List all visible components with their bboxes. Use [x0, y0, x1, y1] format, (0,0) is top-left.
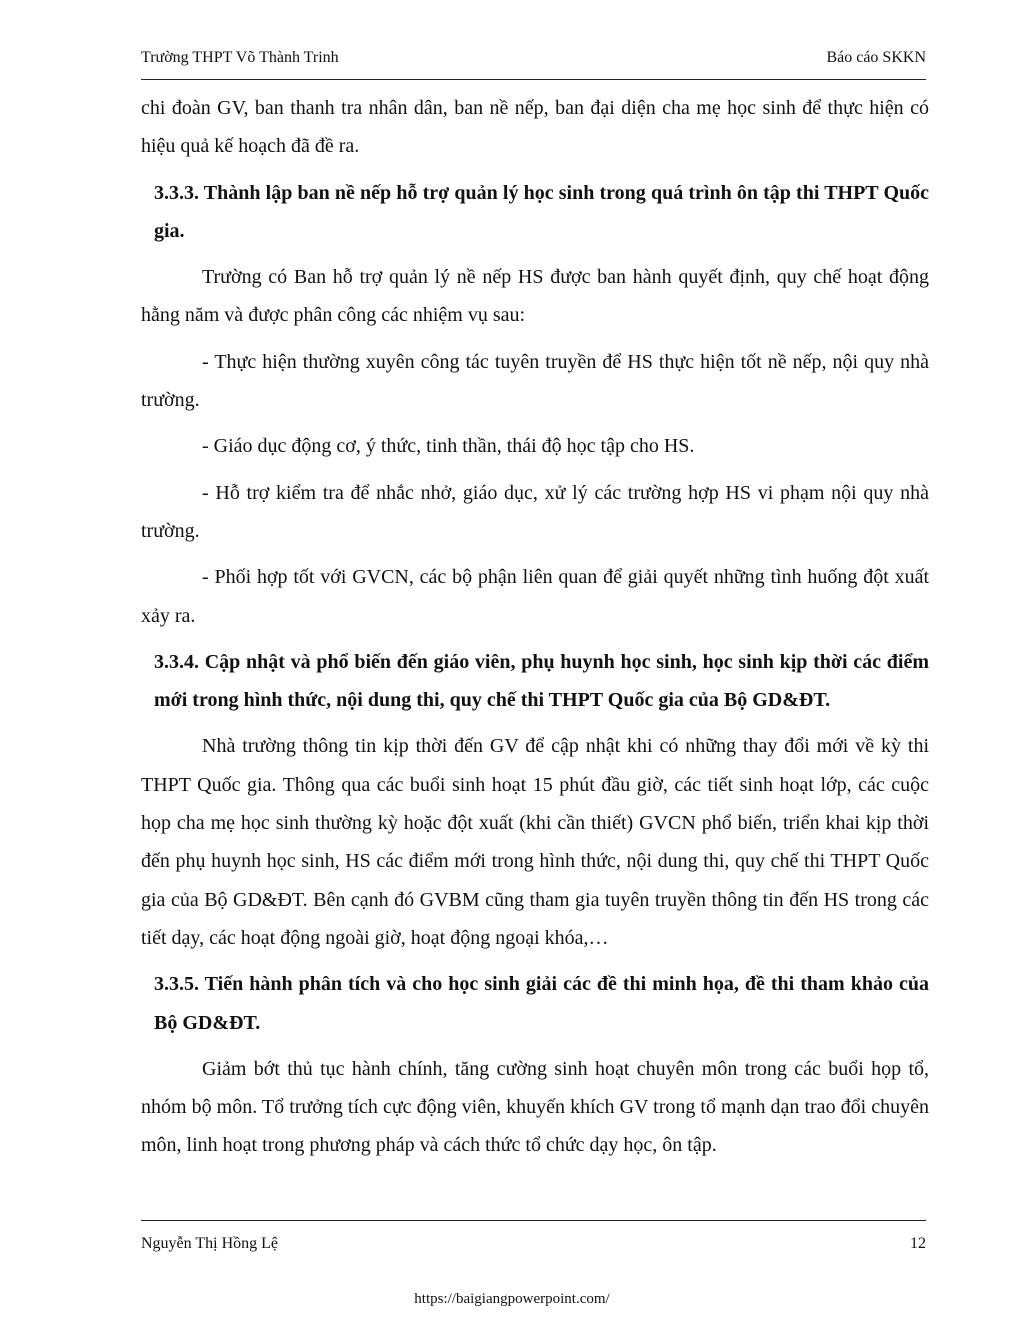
- paragraph-ban-ho-tro: Trường có Ban hỗ trợ quản lý nề nếp HS được ban hành quyết định, quy chế hoạt động hằng năm và được phân công các nhiệm vụ sau:: [141, 266, 929, 327]
- bullet-item-2: - Giáo dục động cơ, ý thức, tinh thần, thái độ học tập cho HS.: [202, 435, 695, 458]
- paragraph-sinh-hoat-chuyen-mon: Giảm bớt thủ tục hành chính, tăng cường sinh hoạt chuyên môn trong các buổi họp tổ, nhóm bộ môn. Tổ trưởng tích cực động viên, khuyến khích GV trong tổ mạnh dạn trao đổi chuyên môn, linh hoạt trong phương pháp và cách thức tổ chức dạy học, ôn tập.: [141, 1057, 929, 1157]
- section-heading-3-3-4: 3.3.4. Cập nhật và phổ biến đến giáo viên, phụ huynh học sinh, học sinh kịp thời các điểm mới trong hình thức, nội dung thi, quy chế thi THPT Quốc gia của Bộ GD&ĐT.: [154, 650, 929, 712]
- section-heading-3-3-5: 3.3.5. Tiến hành phân tích và cho học sinh giải các đề thi minh họa, đề thi tham khảo của Bộ GD&ĐT.: [154, 973, 929, 1034]
- bullet-item-3: - Hỗ trợ kiểm tra để nhắc nhở, giáo dục, xử lý các trường hợp HS vi phạm nội quy nhà trường.: [141, 481, 929, 542]
- page-header: [141, 47, 926, 69]
- section-heading-3-3-3: 3.3.3. Thành lập ban nề nếp hỗ trợ quản lý học sinh trong quá trình ôn tập thi THPT Quốc gia.: [154, 181, 929, 242]
- header-school-name: Trường THPT Võ Thành Trinh: [141, 49, 339, 66]
- source-url: https://baigiangpowerpoint.com/: [414, 1291, 610, 1307]
- header-report-title: Báo cáo SKKN: [826, 49, 926, 66]
- header-divider: [141, 79, 926, 80]
- footer-divider: [141, 1220, 926, 1221]
- paragraph-cap-nhat: Nhà trường thông tin kịp thời đến GV để cập nhật khi có những thay đổi mới về kỳ thi THPT Quốc gia. Thông qua các buổi sinh hoạt 15 phút đầu giờ, các tiết sinh hoạt lớp, các cuộc họp cha mẹ học sinh thường kỳ hoặc đột xuất (khi cần thiết) GVCN phổ biến, triển khai kịp thời đến phụ huynh học sinh, HS các điểm mới trong hình thức, nội dung thi, quy chế thi THPT Quốc gia của Bộ GD&ĐT. Bên cạnh đó GVBM cũng tham gia tuyên truyền thông tin đến HS trong các tiết dạy, các hoạt động ngoài giờ, hoạt động ngoại khóa,…: [141, 735, 929, 949]
- footer-page-number: 12: [910, 1235, 926, 1252]
- bullet-item-4: - Phối hợp tốt với GVCN, các bộ phận liên quan để giải quyết những tình huống đột xuất xảy ra.: [141, 566, 929, 627]
- bullet-item-1: - Thực hiện thường xuyên công tác tuyên truyền để HS thực hiện tốt nề nếp, nội quy nhà trường.: [141, 350, 929, 412]
- page-footer: [141, 1233, 926, 1255]
- page-body: [141, 89, 929, 1173]
- paragraph-continuation: chi đoàn GV, ban thanh tra nhân dân, ban nề nếp, ban đại diện cha mẹ học sinh để thực hiện có hiệu quả kế hoạch đã đề ra.: [141, 97, 929, 158]
- footer-author: Nguyễn Thị Hồng Lệ: [141, 1235, 279, 1252]
